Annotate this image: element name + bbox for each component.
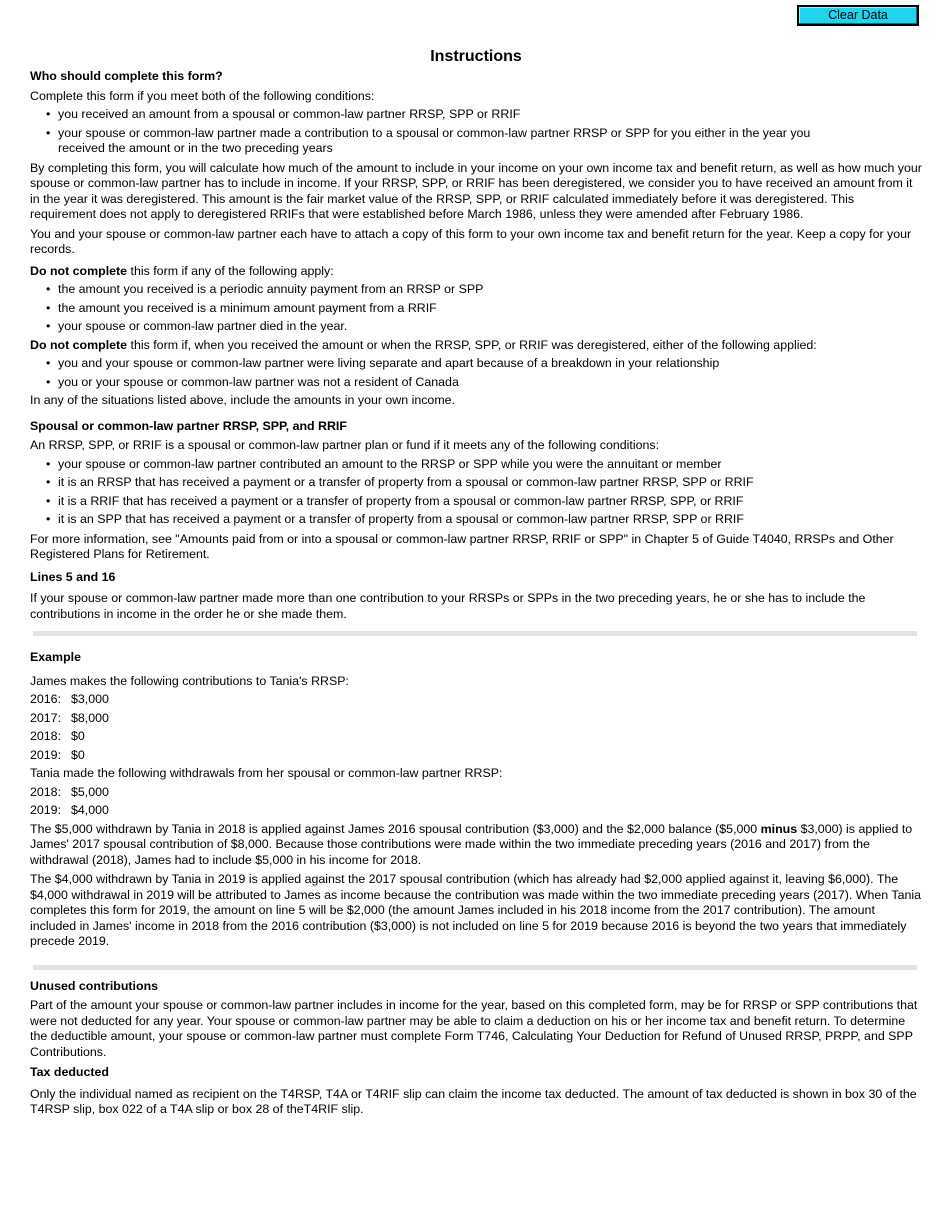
example-paragraph-2: The $4,000 withdrawn by Tania in 2019 is applied against the 2017 spousal contribution (which has already had $2,000 applied against it, leaving $6,000). The $4,000 withdrawal in 2019 will be attributed to James as income because the contribution was made within the two immediate preceding years (2017). When Tania completes this form for 2019, the amount on line 5 will be $2,000 (the amount James included in his 2018 income from the 2017 contribution). The amount included in James' income in 2018 from the 2016 contribution ($3,000) is not included on line 5 for 2019 because 2016 is beyond the two years that immediately precede 2019.	[30, 872, 922, 948]
year: 2016:	[30, 692, 62, 706]
do-not-complete-text: this form if any of the following apply:	[127, 263, 334, 278]
amount: $3,000	[71, 692, 109, 706]
situations-note: In any of the situations listed above, include the amounts in your own income.	[30, 393, 455, 407]
who-intro: Complete this form if you meet both of the following conditions:	[30, 88, 375, 103]
section-divider	[33, 965, 917, 970]
page-title: Instructions	[430, 48, 522, 65]
amount: $5,000	[71, 784, 109, 799]
list-item	[30, 729, 922, 745]
list-item: • you received an amount from a spousal or common-law partner RRSP, SPP or RRIF	[30, 107, 922, 123]
year: 2018:	[30, 784, 62, 799]
do-not-complete-2	[30, 338, 922, 354]
contributions-list	[30, 692, 922, 763]
example-withdraw-intro: Tania made the following withdrawals from her spousal or common-law partner RRSP:	[30, 766, 503, 780]
spousal-intro: An RRSP, SPP, or RRIF is a spousal or common-law partner plan or fund if it meets any of the following conditions:	[30, 438, 660, 452]
tax-text: Only the individual named as recipient on the T4RSP, T4A or T4RIF slip can claim the income tax deducted. The amount of tax deducted is shown in box 30 of the T4RSP slip, box 022 of a T4A slip or box 28 of theT4RIF slip.	[30, 1086, 917, 1116]
example-heading: Example	[30, 650, 81, 664]
do-not-complete-text: this form if, when you received the amount or when the RRSP, SPP, or RRIF was deregistered, either of the following applied:	[127, 337, 817, 352]
section-divider	[33, 631, 917, 636]
list-item: • your spouse or common-law partner died in the year.	[30, 319, 922, 335]
example-text: $3,000) is applied to James' 2017 spousal contribution of $8,000. Because those contributions were made within the two immediate preceding years (2016 and 2017) from the withdrawal (2018), James had to include $5,000 in his income for 2018.	[30, 821, 913, 867]
list-item: • your spouse or common-law partner contributed an amount to the RRSP or SPP while you were the annuitant or member	[30, 457, 922, 473]
withdrawals-list	[30, 785, 922, 819]
spousal-more-info: For more information, see "Amounts paid from or into a spousal or common-law partner RRSP, RRIF or SPP" in Chapter 5 of Guide T4040, RRSPs and Other Registered Plans for Retirement.	[30, 531, 894, 561]
example-text: The $5,000 withdrawn by Tania in 2018 is applied against James 2016 spousal contribution ($3,000) and the $2,000 balance ($5,000	[30, 821, 761, 836]
example-paragraph-1	[30, 822, 922, 869]
who-paragraph-1: By completing this form, you will calculate how much of the amount to include in your income on your own income tax and benefit return, as well as how much your spouse or common-law partner has to include in income. If your RRSP, SPP, or RRIF has been deregistered, we consider you to have received an amount from it in the year it was deregistered. This amount is the fair market value of the RRSP, SPP, or RRIF calculated immediately before it was deregistered. This requirement does not apply to deregistered RRIFs that were established before March 1986, unless they were amended after February 1986.	[30, 160, 922, 221]
list-item	[30, 711, 922, 727]
list-item: • the amount you received is a minimum amount payment from a RRIF	[30, 301, 922, 317]
example-contrib-intro: James makes the following contributions to Tania's RRSP:	[30, 673, 349, 688]
amount: $0	[71, 729, 85, 743]
list-item: • it is an RRSP that has received a payment or a transfer of property from a spousal or common-law partner RRSP, SPP or RRIF	[30, 475, 922, 491]
lines-heading: Lines 5 and 16	[30, 569, 116, 584]
list-item: • it is a RRIF that has received a payment or a transfer of property from a spousal or common-law partner RRSP, SPP, or RRIF	[30, 494, 922, 510]
amount: $8,000	[71, 710, 109, 725]
list-item: • you and your spouse or common-law partner were living separate and apart because of a breakdown in your relationship	[30, 356, 922, 372]
amount: $4,000	[71, 803, 109, 817]
list-item: • your spouse or common-law partner made a contribution to a spousal or common-law partner RRSP or SPP for you either in the year you received the amount or in the two preceding years	[30, 126, 922, 157]
unused-heading: Unused contributions	[30, 978, 159, 993]
unused-text: Part of the amount your spouse or common-law partner includes in income for the year, based on this completed form, may be for RRSP or SPP contributions that were not deducted for any year. Your spouse or common-law partner may be able to claim a deduction on his or her income tax and benefit return. To determine the deductible amount, your spouse or common-law partner must complete Form T746, Calculating Your Deduction for Refund of Unused RRSP, PRPP, and SPP Contributions.	[30, 998, 918, 1059]
amount: $0	[71, 747, 85, 762]
do-not-complete-1	[30, 264, 922, 280]
list-item: • it is an SPP that has received a payment or a transfer of property from a spousal or common-law partner RRSP, SPP or RRIF	[30, 512, 922, 528]
list-item: • the amount you received is a periodic annuity payment from an RRSP or SPP	[30, 282, 922, 298]
tax-heading: Tax deducted	[30, 1065, 109, 1079]
list-item: • you or your spouse or common-law partner was not a resident of Canada	[30, 375, 922, 391]
list-item	[30, 692, 922, 708]
spousal-heading: Spousal or common-law partner RRSP, SPP, and RRIF	[30, 418, 347, 433]
do-not-complete-bold: Do not complete	[30, 337, 128, 352]
instructions-content	[30, 68, 922, 1118]
year: 2017:	[30, 710, 62, 725]
year: 2019:	[30, 803, 62, 817]
do-not-complete-list-1	[30, 282, 922, 335]
do-not-complete-bold: Do not complete	[30, 263, 128, 278]
who-heading: Who should complete this form?	[30, 69, 223, 83]
spousal-conditions-list	[30, 457, 922, 528]
who-paragraph-2: You and your spouse or common-law partner each have to attach a copy of this form to your own income tax and benefit return for the year. Keep a copy for your records.	[30, 226, 912, 256]
lines-text: If your spouse or common-law partner made more than one contribution to your RRSPs or SPPs in the two preceding years, he or she has to include the contributions in income in the order he or she made them.	[30, 591, 866, 621]
list-item	[30, 785, 922, 801]
year: 2018:	[30, 729, 62, 743]
list-item	[30, 748, 922, 764]
list-item	[30, 803, 922, 819]
who-conditions-list	[30, 107, 922, 157]
do-not-complete-list-2	[30, 356, 922, 390]
clear-data-button[interactable]: Clear Data	[797, 5, 919, 26]
year: 2019:	[30, 747, 62, 762]
minus-bold: minus	[760, 821, 798, 836]
